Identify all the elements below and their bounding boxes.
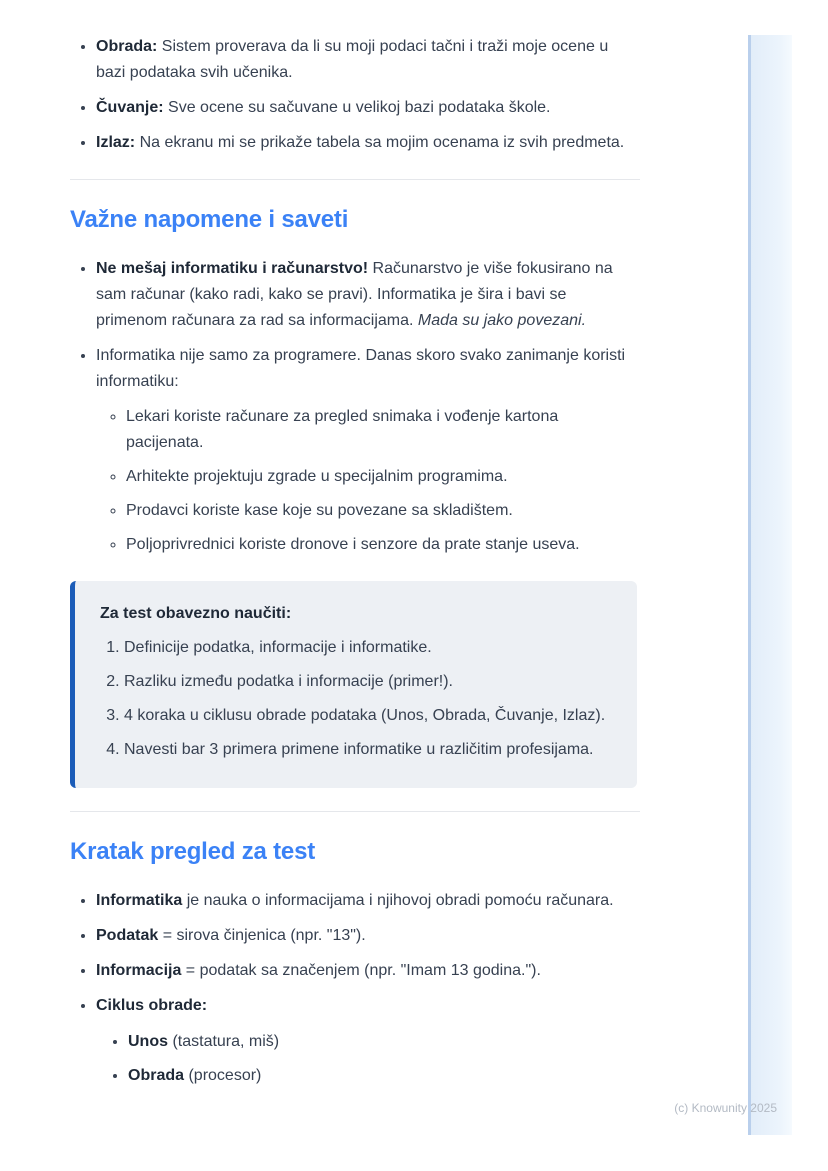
term-label: Ciklus obrade: <box>96 997 208 1014</box>
list-item-ciklus-obrade <box>96 993 640 1089</box>
callout-title: Za test obavezno naučiti: <box>100 605 292 622</box>
list-item-informacija <box>96 958 640 984</box>
napomene-list <box>70 256 640 558</box>
term-label: Unos <box>128 1033 168 1050</box>
callout-item-koraci: 3. 4 koraka u ciklusu obrade podataka (Unos, Obrada, Čuvanje, Izlaz). <box>124 703 611 729</box>
callout-item-razlika: 2. Razliku između podatka i informacije (primer!). <box>124 669 611 695</box>
sub-item-prodavci: ◦ Prodavci koriste kase koje su povezane sa skladištem. <box>126 498 640 524</box>
list-item-podatak <box>96 923 640 949</box>
item-text: Sistem proverava da li su moji podaci tačni i traži moje ocene u bazi podataka svih učenika. <box>96 38 609 81</box>
divider <box>70 811 640 812</box>
item-text: (procesor) <box>184 1067 262 1084</box>
term-label: Podatak <box>96 927 159 944</box>
term-label: Čuvanje: <box>96 99 164 116</box>
item-text: Računarstvo je više fokusirano na sam računar (kako radi, kako se pravi). Informatika je šira i bavi se primenom računara za rad sa informacijama. <box>96 260 613 329</box>
list-item-ne-mesaj <box>96 256 640 334</box>
divider <box>70 179 640 180</box>
term-label: Izlaz: <box>96 134 136 151</box>
ciklus-sublist <box>96 1029 640 1089</box>
professions-sublist <box>96 404 640 558</box>
item-text: Na ekranu mi se prikaže tabela sa mojim ocenama iz svih predmeta. <box>135 134 625 151</box>
item-text-italic: Mada su jako povezani. <box>417 312 587 329</box>
sub-item-unos <box>128 1029 640 1055</box>
footer-credit: (c) Knowunity 2025 <box>674 1101 777 1115</box>
callout-numbered-list <box>100 635 611 763</box>
callout-box <box>70 581 637 788</box>
callout-item-definicije: 1. Definicije podatka, informacije i informatike. <box>124 635 611 661</box>
pregled-list <box>70 888 640 1089</box>
sub-item-lekari: ◦ Lekari koriste računare za pregled snimaka i vođenje kartona pacijenata. <box>126 404 640 456</box>
intro-list <box>70 34 640 156</box>
section-title-kratak-pregled: Kratak pregled za test <box>70 838 316 865</box>
sub-item-arhitekte: ◦ Arhitekte projektuju zgrade u specijalnim programima. <box>126 464 640 490</box>
list-item-informatika <box>96 888 640 914</box>
term-label: Obrada <box>128 1067 185 1084</box>
sub-item-obrada <box>128 1063 640 1089</box>
list-item-cuvanje <box>96 95 640 121</box>
term-label: Informatika <box>96 892 183 909</box>
item-text: je nauka o informacijama i njihovoj obradi pomoću računara. <box>182 892 614 909</box>
item-text: Informatika nije samo za programere. Danas skoro svako zanimanje koristi informatiku: <box>96 347 626 390</box>
list-item-obrada <box>96 34 640 86</box>
term-label: Informacija <box>96 962 182 979</box>
list-item-informatika-nije <box>96 343 640 558</box>
list-item-izlaz <box>96 130 640 156</box>
callout-item-primeri: 4. Navesti bar 3 primera primene informatike u različitim profesijama. <box>124 737 611 763</box>
item-text: Sve ocene su sačuvane u velikoj bazi podataka škole. <box>163 99 551 116</box>
item-text: (tastatura, miš) <box>168 1033 280 1050</box>
section-title-vazne-napomene: Važne napomene i saveti <box>70 206 349 233</box>
page-edge-strip <box>748 35 792 1135</box>
sub-item-poljoprivrednici: ◦ Poljoprivrednici koriste dronove i senzore da prate stanje useva. <box>126 532 640 558</box>
page-content <box>70 34 640 1097</box>
item-text: = sirova činjenica (npr. "13"). <box>158 927 366 944</box>
term-label: Obrada: <box>96 38 158 55</box>
item-text: = podatak sa značenjem (npr. "Imam 13 godina."). <box>181 962 541 979</box>
term-label: Ne mešaj informatiku i računarstvo! <box>96 260 369 277</box>
